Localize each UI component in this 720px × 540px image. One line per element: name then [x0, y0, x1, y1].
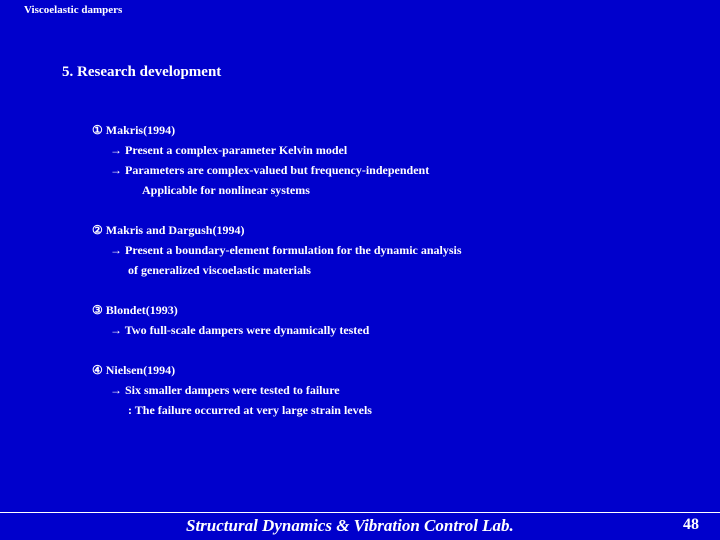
list-item-blondet-1993 — [92, 300, 462, 340]
item-title: ② Makris and Dargush(1994) — [92, 223, 245, 237]
section-title: 5. Research development — [62, 64, 222, 80]
footer-lab-name: Structural Dynamics & Vibration Control Lab. — [186, 516, 514, 535]
item-title: ① Makris(1994) — [92, 123, 176, 137]
item-line: : The failure occurred at very large strain levels — [128, 403, 372, 417]
item-title: ④ Nielsen(1994) — [92, 363, 176, 377]
item-line: → Present a complex-parameter Kelvin model — [110, 143, 348, 157]
item-line: Applicable for nonlinear systems — [142, 183, 310, 197]
list-item-nielsen-1994 — [92, 360, 462, 420]
research-list — [92, 120, 462, 440]
list-item-makris-1994 — [92, 120, 462, 200]
item-line: → Six smaller dampers were tested to failure — [110, 383, 340, 397]
item-line: → Parameters are complex-valued but frequency-independent — [110, 163, 430, 177]
item-line: → Two full-scale dampers were dynamically tested — [110, 323, 370, 337]
page-number: 48 — [683, 516, 699, 533]
item-line: of generalized viscoelastic materials — [128, 263, 311, 277]
item-line: → Present a boundary-element formulation for the dynamic analysis — [110, 243, 462, 257]
footer-divider — [0, 512, 720, 513]
item-title: ③ Blondet(1993) — [92, 303, 178, 317]
slide-header: Viscoelastic dampers — [24, 4, 123, 16]
list-item-makris-dargush-1994 — [92, 220, 462, 280]
